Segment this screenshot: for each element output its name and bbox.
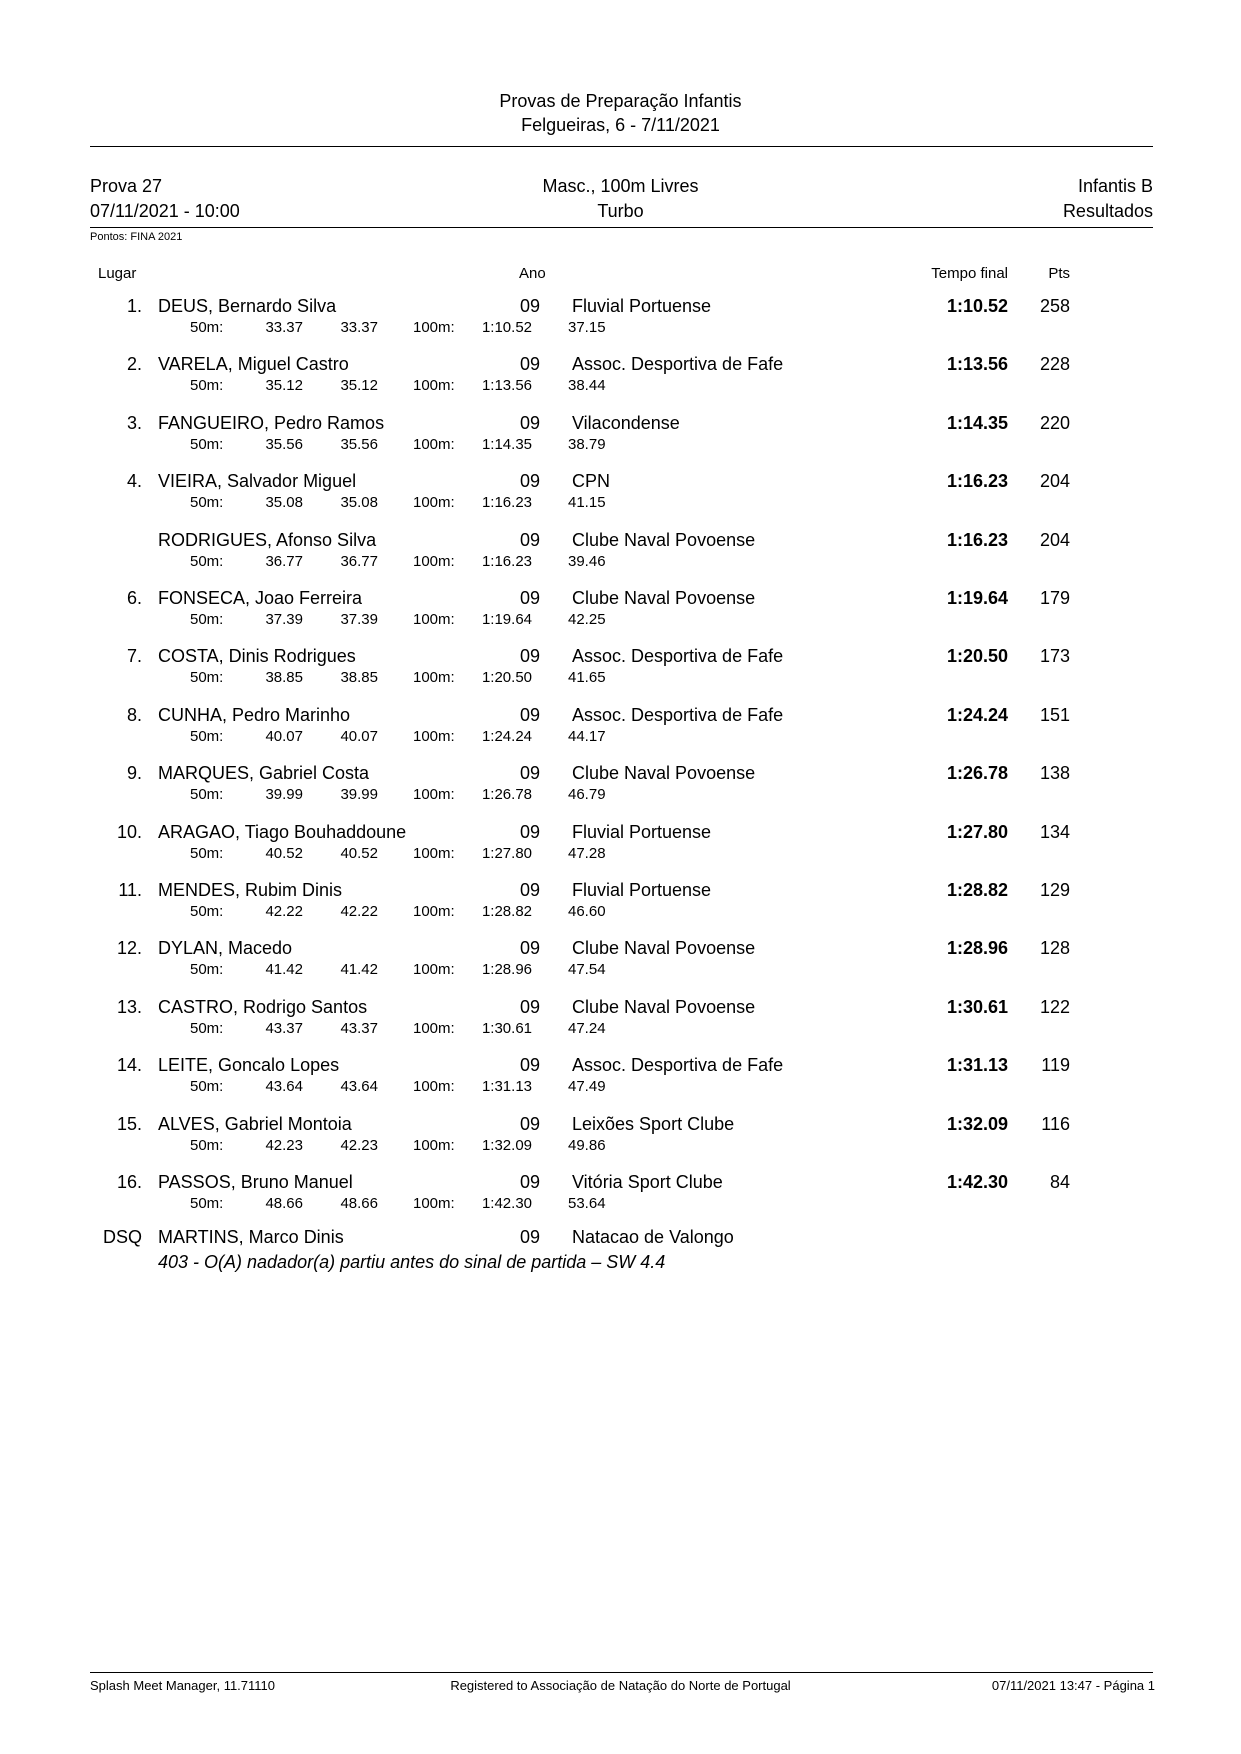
split-100-time: 1:13.56	[481, 377, 532, 395]
split-100-label: 100m:	[413, 319, 455, 336]
final-time: 1:19.64	[946, 588, 1008, 608]
split-100-lap: 37.15	[568, 319, 606, 336]
swimmer-name: COSTA, Dinis Rodrigues	[158, 646, 356, 667]
result-row	[0, 646, 1241, 696]
split-100-lap: 41.65	[568, 669, 606, 687]
swimmer-name: CUNHA, Pedro Marinho	[158, 704, 351, 725]
club-name: Fluvial Portuense	[572, 880, 712, 900]
birth-year: 09	[520, 412, 541, 433]
swimmer-name: FONSECA, Joao Ferreira	[158, 588, 363, 608]
split-50-time: 43.37	[265, 1019, 303, 1037]
result-row	[0, 997, 1241, 1047]
split-100-time: 1:28.82	[481, 903, 532, 920]
final-time: 1:28.96	[946, 938, 1008, 959]
split-100-lap: 38.79	[568, 435, 606, 453]
split-100-label: 100m:	[413, 435, 455, 453]
split-50-time: 35.12	[265, 377, 303, 395]
split-50-time: 40.52	[265, 844, 303, 862]
split-100-lap: 47.49	[568, 1078, 606, 1096]
result-place: 8.	[126, 704, 142, 725]
split-50-lap: 36.77	[340, 552, 378, 570]
split-50-time: 35.08	[265, 494, 303, 512]
points: 119	[1041, 1055, 1070, 1076]
club-name: CPN	[572, 471, 611, 492]
split-50-lap: 42.22	[340, 903, 378, 920]
split-100-label: 100m:	[413, 494, 455, 512]
birth-year: 09	[520, 880, 541, 900]
column-year: Ano	[519, 265, 546, 282]
split-100-time: 1:19.64	[481, 611, 532, 628]
split-100-label: 100m:	[413, 1136, 455, 1154]
event-divider	[90, 227, 1153, 228]
result-row	[0, 413, 1241, 463]
club-name: Assoc. Desportiva de Fafe	[572, 704, 784, 725]
result-row	[0, 880, 1241, 930]
split-50-time: 37.39	[265, 611, 303, 628]
split-100-lap: 47.28	[568, 844, 606, 862]
event-name: Masc., 100m Livres	[542, 176, 699, 196]
split-100-time: 1:10.52	[481, 319, 532, 336]
swimmer-name: FANGUEIRO, Pedro Ramos	[158, 412, 385, 433]
birth-year: 09	[520, 1172, 541, 1192]
dsq-row	[0, 1227, 1241, 1279]
split-50-label: 50m:	[190, 1195, 224, 1212]
club-name: Fluvial Portuense	[572, 296, 712, 316]
result-place: 11.	[118, 880, 142, 900]
split-100-lap: 47.54	[568, 961, 606, 979]
final-time: 1:13.56	[946, 354, 1008, 375]
split-50-time: 42.22	[265, 903, 303, 920]
split-50-lap: 40.07	[340, 727, 378, 745]
split-100-label: 100m:	[413, 1195, 455, 1212]
swimmer-name: LEITE, Goncalo Lopes	[158, 1055, 340, 1076]
event-number: Prova 27	[90, 176, 163, 196]
points: 84	[1049, 1172, 1070, 1192]
split-100-label: 100m:	[413, 377, 455, 395]
split-50-time: 38.85	[265, 669, 303, 687]
split-50-label: 50m:	[190, 903, 224, 920]
result-place: 14.	[116, 1055, 142, 1076]
split-50-label: 50m:	[190, 611, 224, 628]
split-100-label: 100m:	[413, 961, 455, 979]
split-50-time: 42.23	[265, 1136, 303, 1154]
final-time: 1:30.61	[946, 996, 1008, 1017]
footer-page: 07/11/2021 13:47 - Página 1	[991, 1678, 1155, 1693]
split-100-time: 1:20.50	[481, 669, 532, 687]
split-100-lap: 49.86	[568, 1136, 606, 1154]
split-100-lap: 46.60	[568, 903, 606, 920]
points: 134	[1039, 821, 1070, 842]
swimmer-name: PASSOS, Bruno Manuel	[158, 1172, 353, 1192]
birth-year: 09	[520, 354, 541, 375]
club-name: Clube Naval Povoense	[572, 588, 756, 608]
split-100-lap: 42.25	[568, 611, 606, 628]
birth-year: 09	[520, 763, 541, 784]
birth-year: 09	[520, 704, 541, 725]
split-50-lap: 35.56	[340, 435, 378, 453]
result-place: 15.	[116, 1113, 142, 1134]
swimmer-name: MENDES, Rubim Dinis	[158, 880, 343, 900]
split-100-lap: 39.46	[568, 552, 606, 570]
split-100-label: 100m:	[413, 611, 455, 628]
result-row	[0, 1172, 1241, 1222]
split-50-lap: 35.08	[340, 494, 378, 512]
result-place: 10.	[116, 821, 142, 842]
split-50-lap: 43.37	[340, 1019, 378, 1037]
split-50-lap: 48.66	[340, 1195, 378, 1212]
result-row	[0, 1114, 1241, 1164]
result-row	[0, 1055, 1241, 1105]
result-place: 1.	[126, 296, 142, 316]
final-time: 1:42.30	[946, 1172, 1008, 1192]
split-50-lap: 37.39	[340, 611, 378, 628]
meet-title: Provas de Preparação Infantis	[499, 91, 742, 111]
result-row	[0, 822, 1241, 872]
final-time: 1:26.78	[946, 763, 1008, 784]
split-100-lap: 41.15	[568, 494, 606, 512]
final-time: 1:27.80	[946, 821, 1008, 842]
points: 204	[1039, 529, 1070, 550]
split-50-lap: 40.52	[340, 844, 378, 862]
birth-year: 09	[520, 529, 541, 550]
split-50-label: 50m:	[190, 319, 224, 336]
points: 128	[1039, 938, 1070, 959]
footer-divider	[90, 1672, 1153, 1673]
club-name: Vitória Sport Clube	[572, 1172, 723, 1192]
split-100-lap: 38.44	[568, 377, 606, 395]
split-50-time: 41.42	[265, 961, 303, 979]
split-100-label: 100m:	[413, 786, 455, 804]
split-100-label: 100m:	[413, 552, 455, 570]
header-divider	[90, 146, 1153, 147]
final-time: 1:16.23	[946, 471, 1008, 492]
result-place: 4.	[126, 471, 142, 492]
final-time: 1:32.09	[946, 1113, 1008, 1134]
column-points: Pts	[1048, 265, 1070, 282]
club-name: Clube Naval Povoense	[572, 763, 756, 784]
points: 220	[1039, 412, 1070, 433]
split-100-time: 1:30.61	[481, 1019, 532, 1037]
birth-year: 09	[520, 296, 541, 316]
split-50-label: 50m:	[190, 727, 224, 745]
column-place: Lugar	[98, 265, 137, 282]
split-50-lap: 42.23	[340, 1136, 378, 1154]
split-50-label: 50m:	[190, 1019, 224, 1037]
points: 138	[1039, 763, 1070, 784]
birth-year: 09	[520, 588, 541, 608]
split-50-lap: 35.12	[340, 377, 378, 395]
dsq-place: DSQ	[102, 1227, 142, 1247]
split-100-time: 1:14.35	[481, 435, 532, 453]
result-place: 3.	[126, 412, 142, 433]
swimmer-name: VARELA, Miguel Castro	[158, 354, 349, 375]
split-50-lap: 39.99	[340, 786, 378, 804]
split-100-label: 100m:	[413, 1078, 455, 1096]
split-100-time: 1:32.09	[481, 1136, 532, 1154]
points: 151	[1039, 704, 1070, 725]
dsq-name: MARTINS, Marco Dinis	[158, 1227, 344, 1247]
result-row	[0, 588, 1241, 638]
split-50-time: 48.66	[265, 1195, 303, 1212]
swimmer-name: DYLAN, Macedo	[158, 938, 293, 959]
split-100-lap: 53.64	[568, 1195, 606, 1212]
split-100-label: 100m:	[413, 669, 455, 687]
swimmer-name: DEUS, Bernardo Silva	[158, 296, 337, 316]
result-place: 2.	[126, 354, 142, 375]
split-100-time: 1:16.23	[481, 552, 532, 570]
split-50-label: 50m:	[190, 1136, 224, 1154]
points: 129	[1039, 880, 1070, 900]
split-50-label: 50m:	[190, 961, 224, 979]
dsq-club: Natacao de Valongo	[572, 1227, 734, 1247]
final-time: 1:20.50	[946, 646, 1008, 667]
swimmer-name: RODRIGUES, Afonso Silva	[158, 529, 377, 550]
final-time: 1:10.52	[946, 296, 1008, 316]
points: 179	[1039, 588, 1070, 608]
split-50-label: 50m:	[190, 435, 224, 453]
swimmer-name: ALVES, Gabriel Montoia	[158, 1113, 352, 1134]
result-place: 9.	[126, 763, 142, 784]
split-100-lap: 46.79	[568, 786, 606, 804]
split-100-label: 100m:	[413, 844, 455, 862]
club-name: Fluvial Portuense	[572, 821, 712, 842]
split-100-time: 1:31.13	[481, 1078, 532, 1096]
split-100-time: 1:28.96	[481, 961, 532, 979]
final-time: 1:31.13	[946, 1055, 1008, 1076]
split-50-time: 39.99	[265, 786, 303, 804]
split-50-label: 50m:	[190, 1078, 224, 1096]
club-name: Clube Naval Povoense	[572, 996, 756, 1017]
split-100-lap: 47.24	[568, 1019, 606, 1037]
points: 204	[1039, 471, 1070, 492]
result-place: 7.	[126, 646, 142, 667]
split-100-label: 100m:	[413, 903, 455, 920]
points: 228	[1039, 354, 1070, 375]
split-100-label: 100m:	[413, 727, 455, 745]
split-100-time: 1:42.30	[481, 1195, 532, 1212]
footer-registered: Registered to Associação de Natação do Norte de Portugal	[450, 1678, 791, 1693]
split-50-time: 43.64	[265, 1078, 303, 1096]
column-final-time: Tempo final	[931, 265, 1008, 282]
split-50-label: 50m:	[190, 494, 224, 512]
club-name: Vilacondense	[572, 412, 680, 433]
event-category: Infantis B	[1077, 176, 1153, 196]
split-50-label: 50m:	[190, 377, 224, 395]
final-time: 1:28.82	[946, 880, 1008, 900]
split-50-lap: 33.37	[340, 319, 378, 336]
split-50-label: 50m:	[190, 669, 224, 687]
points: 122	[1039, 996, 1070, 1017]
birth-year: 09	[520, 938, 541, 959]
points: 116	[1041, 1113, 1070, 1134]
split-50-time: 36.77	[265, 552, 303, 570]
split-50-lap: 38.85	[340, 669, 378, 687]
swimmer-name: ARAGAO, Tiago Bouhaddoune	[158, 821, 407, 842]
result-row	[0, 763, 1241, 813]
split-50-time: 35.56	[265, 435, 303, 453]
split-50-label: 50m:	[190, 552, 224, 570]
split-100-label: 100m:	[413, 1019, 455, 1037]
swimmer-name: MARQUES, Gabriel Costa	[158, 763, 370, 784]
club-name: Clube Naval Povoense	[572, 938, 756, 959]
points-basis: Pontos: FINA 2021	[90, 231, 183, 243]
birth-year: 09	[520, 1055, 541, 1076]
split-100-time: 1:27.80	[481, 844, 532, 862]
event-session: Turbo	[597, 201, 644, 221]
split-100-time: 1:16.23	[481, 494, 532, 512]
result-row	[0, 938, 1241, 988]
split-50-label: 50m:	[190, 844, 224, 862]
final-time: 1:16.23	[946, 529, 1008, 550]
birth-year: 09	[520, 646, 541, 667]
final-time: 1:14.35	[946, 412, 1008, 433]
split-50-lap: 41.42	[340, 961, 378, 979]
club-name: Leixões Sport Clube	[572, 1113, 735, 1134]
split-100-time: 1:24.24	[481, 727, 532, 745]
birth-year: 09	[520, 821, 541, 842]
event-type: Resultados	[1062, 201, 1153, 221]
split-100-lap: 44.17	[568, 727, 606, 745]
result-row	[0, 471, 1241, 521]
club-name: Assoc. Desportiva de Fafe	[572, 1055, 784, 1076]
meet-location-date: Felgueiras, 6 - 7/11/2021	[521, 115, 720, 135]
final-time: 1:24.24	[946, 704, 1008, 725]
split-50-lap: 43.64	[340, 1078, 378, 1096]
club-name: Assoc. Desportiva de Fafe	[572, 354, 784, 375]
split-50-time: 40.07	[265, 727, 303, 745]
footer-software: Splash Meet Manager, 11.71110	[90, 1678, 276, 1693]
swimmer-name: CASTRO, Rodrigo Santos	[158, 996, 368, 1017]
dsq-year: 09	[520, 1227, 541, 1247]
points: 173	[1039, 646, 1070, 667]
swimmer-name: VIEIRA, Salvador Miguel	[158, 471, 357, 492]
result-place: 12.	[116, 938, 142, 959]
birth-year: 09	[520, 996, 541, 1017]
split-50-time: 33.37	[265, 319, 303, 336]
split-100-time: 1:26.78	[481, 786, 532, 804]
result-place: 13.	[116, 996, 142, 1017]
split-50-label: 50m:	[190, 786, 224, 804]
club-name: Clube Naval Povoense	[572, 529, 756, 550]
result-row	[0, 354, 1241, 404]
result-row	[0, 705, 1241, 755]
result-row	[0, 296, 1241, 346]
club-name: Assoc. Desportiva de Fafe	[572, 646, 784, 667]
birth-year: 09	[520, 471, 541, 492]
result-row	[0, 530, 1241, 580]
birth-year: 09	[520, 1113, 541, 1134]
result-place: 16.	[116, 1172, 142, 1192]
dsq-reason: 403 - O(A) nadador(a) partiu antes do sinal de partida – SW 4.4	[158, 1252, 666, 1272]
event-datetime: 07/11/2021 - 10:00	[90, 201, 240, 221]
points: 258	[1039, 296, 1070, 316]
result-place: 6.	[126, 588, 142, 608]
